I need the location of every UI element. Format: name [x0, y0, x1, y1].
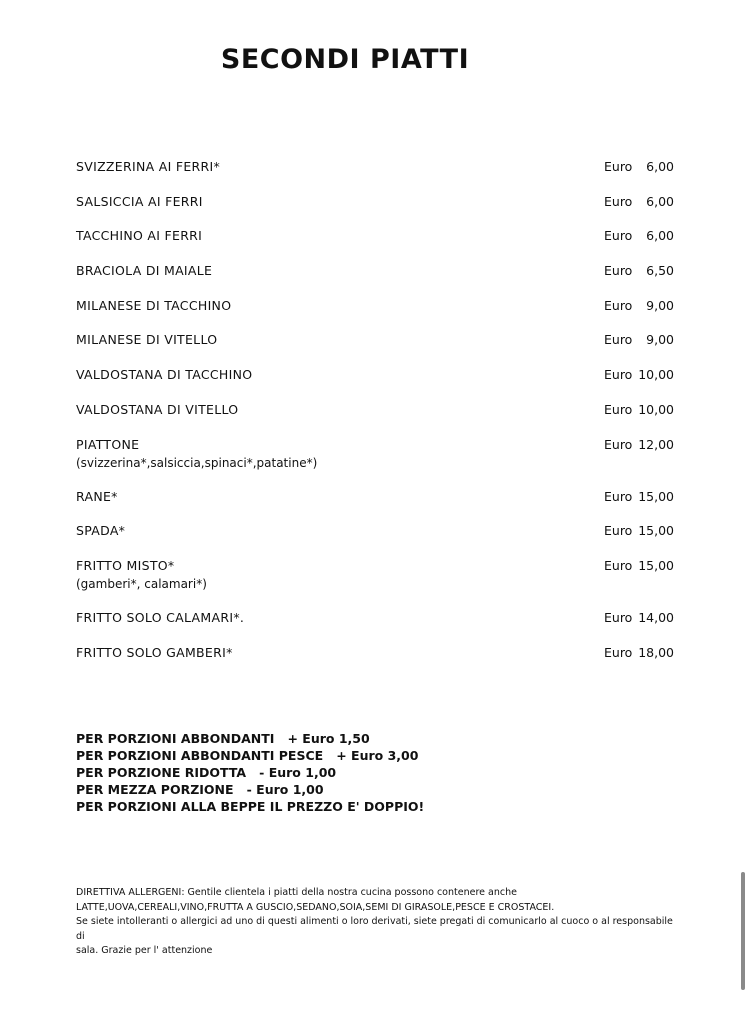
menu-item	[76, 158, 676, 193]
item-currency: Euro	[604, 228, 633, 244]
menu-item	[76, 262, 676, 297]
menu-item	[76, 644, 676, 679]
menu-item	[76, 488, 676, 523]
item-currency: Euro	[604, 609, 633, 625]
item-name: SPADA*	[76, 523, 126, 539]
item-name: VALDOSTANA DI TACCHINO	[76, 367, 253, 383]
item-name: FRITTO MISTO*	[76, 557, 175, 573]
item-name: BRACIOLA DI MAIALE	[76, 263, 213, 279]
item-price: 12,00	[638, 436, 674, 452]
item-name: SVIZZERINA AI FERRI*	[76, 159, 221, 174]
item-currency: Euro	[604, 367, 633, 383]
menu-item	[76, 557, 676, 609]
allergen-line: LATTE,UOVA,CEREALI,VINO,FRUTTA A GUSCIO,SEDANO,SOIA,SEMI DI GIRASOLE,PESCE E CROSTACEI.	[76, 901, 555, 913]
allergen-line: Se siete intolleranti o allergici ad uno di questi alimenti o loro derivati, siete pregati di comunicarlo al cuoco o al responsabile di	[76, 916, 673, 942]
portion-note: PER PORZIONE RIDOTTA - Euro 1,00	[76, 765, 337, 780]
portion-note: PER PORZIONI ALLA BEPPE IL PREZZO E' DOPPIO!	[76, 799, 425, 814]
item-price: 15,00	[638, 523, 674, 539]
item-price: 6,00	[646, 193, 674, 209]
menu-list	[76, 158, 676, 678]
menu-item	[76, 193, 676, 228]
item-currency: Euro	[604, 488, 633, 504]
menu-item	[76, 331, 676, 366]
item-name: MILANESE DI VITELLO	[76, 332, 218, 348]
item-description: (svizzerina*,salsiccia,spinaci*,patatine*)	[76, 455, 318, 470]
portion-note: PER MEZZA PORZIONE - Euro 1,00	[76, 782, 324, 797]
item-price: 10,00	[638, 367, 674, 383]
item-price: 9,00	[646, 332, 674, 348]
item-description: (gamberi*, calamari*)	[76, 576, 207, 591]
item-name: SALSICCIA AI FERRI	[76, 193, 203, 209]
menu-item	[76, 436, 676, 488]
item-name: VALDOSTANA DI VITELLO	[76, 401, 239, 417]
item-currency: Euro	[604, 159, 633, 174]
item-currency: Euro	[604, 436, 633, 452]
allergen-line: DIRETTIVA ALLERGENI: Gentile clientela i piatti della nostra cucina possono contenere anche	[76, 887, 517, 898]
item-price: 10,00	[638, 401, 674, 417]
menu-item	[76, 522, 676, 557]
item-name: TACCHINO AI FERRI	[76, 228, 203, 244]
item-name: MILANESE DI TACCHINO	[76, 297, 232, 313]
item-name: PIATTONE	[76, 436, 140, 452]
item-price: 14,00	[638, 609, 674, 625]
menu-item	[76, 297, 676, 332]
allergen-line: sala. Grazie per l' attenzione	[76, 945, 213, 956]
item-price: 6,50	[646, 263, 674, 279]
item-price: 9,00	[646, 297, 674, 313]
item-name: RANE*	[76, 488, 118, 504]
item-currency: Euro	[604, 297, 633, 313]
item-currency: Euro	[604, 193, 633, 209]
allergen-notice	[76, 886, 676, 959]
scrollbar[interactable]	[741, 872, 745, 990]
page-title: SECONDI PIATTI	[220, 44, 470, 75]
item-currency: Euro	[604, 401, 633, 417]
item-price: 6,00	[646, 228, 674, 244]
item-name: FRITTO SOLO CALAMARI*.	[76, 609, 245, 625]
menu-item	[76, 366, 676, 401]
menu-item	[76, 227, 676, 262]
item-price: 15,00	[638, 488, 674, 504]
item-currency: Euro	[604, 644, 633, 660]
item-price: 15,00	[638, 557, 674, 573]
item-currency: Euro	[604, 332, 633, 348]
item-price: 18,00	[638, 644, 674, 660]
item-name: FRITTO SOLO GAMBERI*	[76, 644, 233, 660]
portion-note: PER PORZIONI ABBONDANTI + Euro 1,50	[76, 731, 370, 746]
item-currency: Euro	[604, 523, 633, 539]
portion-note: PER PORZIONI ABBONDANTI PESCE + Euro 3,00	[76, 748, 419, 763]
portion-notes	[76, 730, 424, 815]
item-price: 6,00	[646, 159, 674, 174]
item-currency: Euro	[604, 557, 633, 573]
menu-item	[76, 609, 676, 644]
menu-item	[76, 401, 676, 436]
item-currency: Euro	[604, 263, 633, 279]
